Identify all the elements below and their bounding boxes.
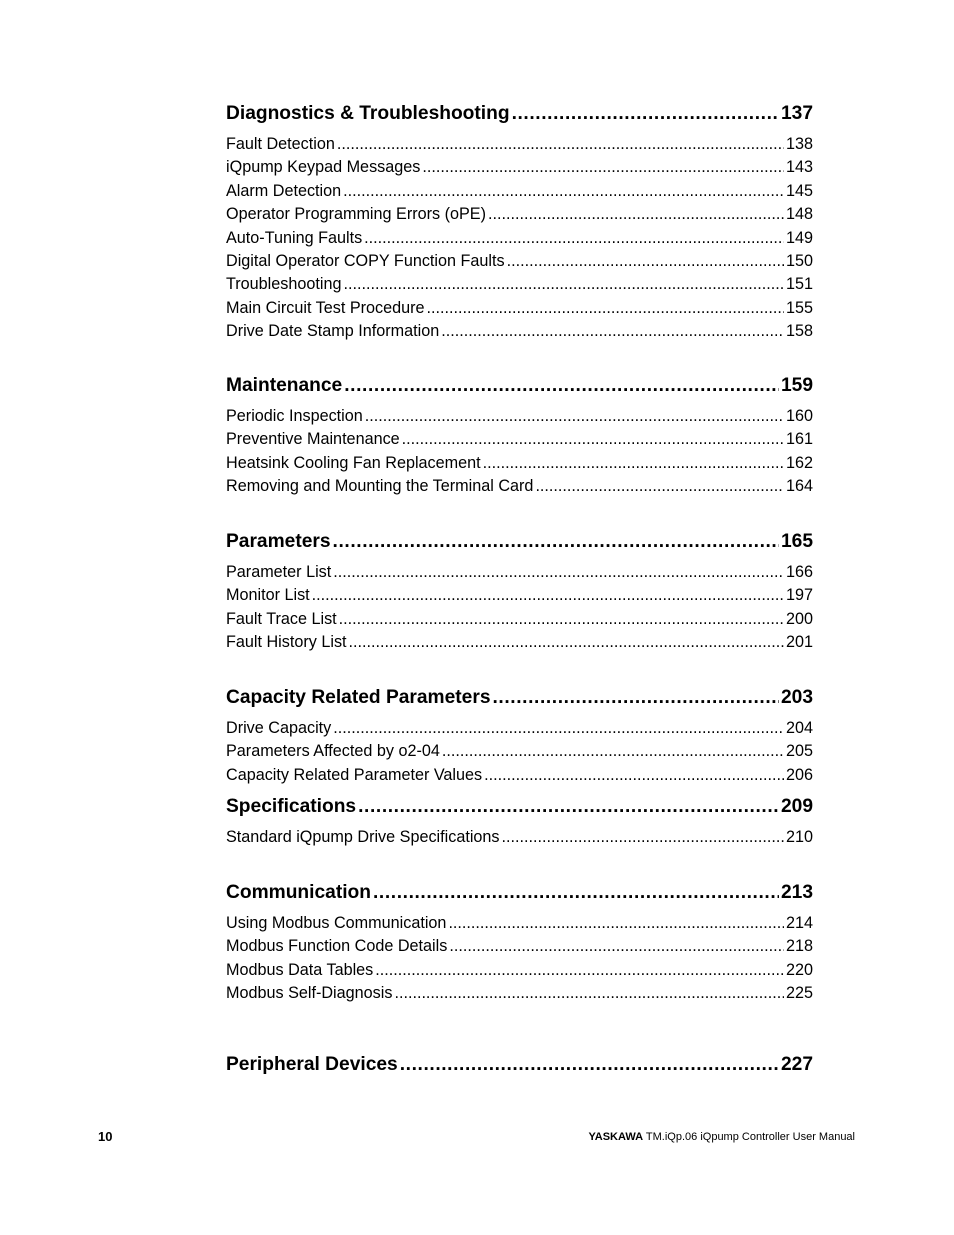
toc-entry-title: Using Modbus Communication bbox=[226, 912, 446, 935]
toc-heading[interactable] bbox=[226, 1050, 813, 1080]
toc-entry[interactable] bbox=[226, 717, 813, 740]
toc-section bbox=[226, 878, 813, 1006]
toc-entry-page: 210 bbox=[786, 826, 813, 849]
dot-leader bbox=[422, 156, 784, 179]
dot-leader bbox=[535, 475, 784, 498]
toc-heading[interactable] bbox=[226, 878, 813, 908]
dot-leader bbox=[358, 792, 779, 822]
dot-leader bbox=[442, 740, 784, 763]
dot-leader bbox=[484, 764, 784, 787]
toc-entry[interactable] bbox=[226, 826, 813, 849]
toc-entry-page: 200 bbox=[786, 608, 813, 631]
toc-entry-title: Alarm Detection bbox=[226, 180, 341, 203]
toc-entries bbox=[226, 717, 813, 787]
toc-entry-page: 197 bbox=[786, 584, 813, 607]
toc-heading-title: Specifications bbox=[226, 792, 356, 822]
toc-section bbox=[226, 1050, 813, 1080]
dot-leader bbox=[493, 683, 779, 713]
dot-leader bbox=[448, 912, 784, 935]
dot-leader bbox=[339, 608, 784, 631]
toc-heading-page: 165 bbox=[781, 527, 813, 557]
toc-entries bbox=[226, 826, 813, 849]
toc-entry-page: 206 bbox=[786, 764, 813, 787]
toc-entry[interactable] bbox=[226, 428, 813, 451]
toc-entries bbox=[226, 912, 813, 1006]
toc-entry-title: Auto-Tuning Faults bbox=[226, 227, 362, 250]
toc-entry-page: 161 bbox=[786, 428, 813, 451]
toc-entry-page: 151 bbox=[786, 273, 813, 296]
toc-entry[interactable] bbox=[226, 203, 813, 226]
toc-entry[interactable] bbox=[226, 180, 813, 203]
dot-leader bbox=[312, 584, 784, 607]
toc-heading[interactable] bbox=[226, 527, 813, 557]
toc-heading-page: 227 bbox=[781, 1050, 813, 1080]
toc-entry-page: 220 bbox=[786, 959, 813, 982]
toc-heading-title: Diagnostics & Troubleshooting bbox=[226, 99, 510, 129]
toc-entry[interactable] bbox=[226, 133, 813, 156]
toc-heading-page: 203 bbox=[781, 683, 813, 713]
toc-entry[interactable] bbox=[226, 959, 813, 982]
toc-section bbox=[226, 792, 813, 849]
toc-entry-page: 150 bbox=[786, 250, 813, 273]
toc-heading-page: 213 bbox=[781, 878, 813, 908]
toc-entry-title: Fault History List bbox=[226, 631, 347, 654]
dot-leader bbox=[441, 320, 784, 343]
dot-leader bbox=[427, 297, 784, 320]
dot-leader bbox=[375, 959, 784, 982]
dot-leader bbox=[483, 452, 784, 475]
toc-section bbox=[226, 99, 813, 344]
dot-leader bbox=[507, 250, 784, 273]
toc-heading[interactable] bbox=[226, 792, 813, 822]
dot-leader bbox=[333, 527, 779, 557]
dot-leader bbox=[343, 180, 784, 203]
toc-entry-title: Main Circuit Test Procedure bbox=[226, 297, 425, 320]
toc-heading-page: 209 bbox=[781, 792, 813, 822]
toc-entry-page: 204 bbox=[786, 717, 813, 740]
toc-entry-title: Modbus Function Code Details bbox=[226, 935, 447, 958]
toc-entry-page: 214 bbox=[786, 912, 813, 935]
toc-entry-page: 201 bbox=[786, 631, 813, 654]
dot-leader bbox=[365, 405, 784, 428]
toc-entry[interactable] bbox=[226, 227, 813, 250]
brand-name: YASKAWA bbox=[588, 1131, 644, 1143]
toc-entry[interactable] bbox=[226, 584, 813, 607]
toc-entry-page: 138 bbox=[786, 133, 813, 156]
toc-heading-title: Communication bbox=[226, 878, 371, 908]
toc-section bbox=[226, 371, 813, 499]
toc-entry-page: 205 bbox=[786, 740, 813, 763]
toc-heading[interactable] bbox=[226, 99, 813, 129]
toc-entry-title: Modbus Self-Diagnosis bbox=[226, 982, 392, 1005]
toc-entry[interactable] bbox=[226, 561, 813, 584]
toc-entry-page: 225 bbox=[786, 982, 813, 1005]
dot-leader bbox=[394, 982, 784, 1005]
toc-heading-page: 159 bbox=[781, 371, 813, 401]
toc-entry[interactable] bbox=[226, 405, 813, 428]
toc-entry[interactable] bbox=[226, 912, 813, 935]
toc-entries bbox=[226, 133, 813, 344]
dot-leader bbox=[373, 878, 779, 908]
toc-entry-page: 162 bbox=[786, 452, 813, 475]
toc-heading-title: Maintenance bbox=[226, 371, 342, 401]
dot-leader bbox=[502, 826, 784, 849]
toc-entry-page: 149 bbox=[786, 227, 813, 250]
toc-heading-page: 137 bbox=[781, 99, 813, 129]
dot-leader bbox=[364, 227, 784, 250]
toc-entry-title: Fault Detection bbox=[226, 133, 335, 156]
toc-entry-title: Preventive Maintenance bbox=[226, 428, 400, 451]
toc-heading-title: Parameters bbox=[226, 527, 331, 557]
toc-section bbox=[226, 683, 813, 787]
toc-entry-title: Digital Operator COPY Function Faults bbox=[226, 250, 505, 273]
toc-entry-page: 158 bbox=[786, 320, 813, 343]
toc-heading[interactable] bbox=[226, 371, 813, 401]
toc-entry[interactable] bbox=[226, 982, 813, 1005]
toc-entry-page: 164 bbox=[786, 475, 813, 498]
toc-entry[interactable] bbox=[226, 452, 813, 475]
toc-entry[interactable] bbox=[226, 475, 813, 498]
toc-entry-title: Modbus Data Tables bbox=[226, 959, 373, 982]
toc-entry-page: 145 bbox=[786, 180, 813, 203]
dot-leader bbox=[344, 273, 784, 296]
toc-entry[interactable] bbox=[226, 156, 813, 179]
toc-entry-title: Heatsink Cooling Fan Replacement bbox=[226, 452, 481, 475]
dot-leader bbox=[333, 561, 784, 584]
toc-heading-title: Peripheral Devices bbox=[226, 1050, 398, 1080]
toc-heading-title: Capacity Related Parameters bbox=[226, 683, 491, 713]
dot-leader bbox=[488, 203, 784, 226]
dot-leader bbox=[402, 428, 784, 451]
toc-entry[interactable] bbox=[226, 935, 813, 958]
toc-entries bbox=[226, 405, 813, 499]
toc-entry-title: Fault Trace List bbox=[226, 608, 337, 631]
toc-entry[interactable] bbox=[226, 320, 813, 343]
toc-heading[interactable] bbox=[226, 683, 813, 713]
toc-entry-title: Drive Date Stamp Information bbox=[226, 320, 439, 343]
toc-entry-title: Removing and Mounting the Terminal Card bbox=[226, 475, 533, 498]
toc-entry-page: 143 bbox=[786, 156, 813, 179]
toc-entry[interactable] bbox=[226, 764, 813, 787]
toc-entry-title: Parameters Affected by o2-04 bbox=[226, 740, 440, 763]
toc-entry[interactable] bbox=[226, 273, 813, 296]
toc-entry[interactable] bbox=[226, 250, 813, 273]
toc-entry-page: 160 bbox=[786, 405, 813, 428]
toc-entry-title: Troubleshooting bbox=[226, 273, 342, 296]
toc-entry[interactable] bbox=[226, 297, 813, 320]
dot-leader bbox=[512, 99, 779, 129]
toc-entry-page: 155 bbox=[786, 297, 813, 320]
toc-entry-page: 148 bbox=[786, 203, 813, 226]
toc-entry-title: Standard iQpump Drive Specifications bbox=[226, 826, 500, 849]
dot-leader bbox=[400, 1050, 779, 1080]
toc-entry[interactable] bbox=[226, 740, 813, 763]
toc-entry-title: iQpump Keypad Messages bbox=[226, 156, 420, 179]
toc-entry-title: Capacity Related Parameter Values bbox=[226, 764, 482, 787]
toc-entry-page: 218 bbox=[786, 935, 813, 958]
footer-manual-title bbox=[588, 1131, 855, 1143]
toc-entry-title: Periodic Inspection bbox=[226, 405, 363, 428]
toc-entry[interactable] bbox=[226, 631, 813, 654]
dot-leader bbox=[349, 631, 784, 654]
toc-entries bbox=[226, 561, 813, 655]
toc-section bbox=[226, 527, 813, 655]
dot-leader bbox=[449, 935, 784, 958]
toc-entry-page: 166 bbox=[786, 561, 813, 584]
toc-entry-title: Monitor List bbox=[226, 584, 310, 607]
toc-entry-title: Parameter List bbox=[226, 561, 331, 584]
toc-entry-title: Operator Programming Errors (oPE) bbox=[226, 203, 486, 226]
page-number: 10 bbox=[98, 1129, 113, 1144]
dot-leader bbox=[333, 717, 784, 740]
toc-entry[interactable] bbox=[226, 608, 813, 631]
toc-entry-title: Drive Capacity bbox=[226, 717, 331, 740]
dot-leader bbox=[344, 371, 779, 401]
dot-leader bbox=[337, 133, 784, 156]
manual-title: TM.iQp.06 iQpump Controller User Manual bbox=[645, 1131, 855, 1143]
